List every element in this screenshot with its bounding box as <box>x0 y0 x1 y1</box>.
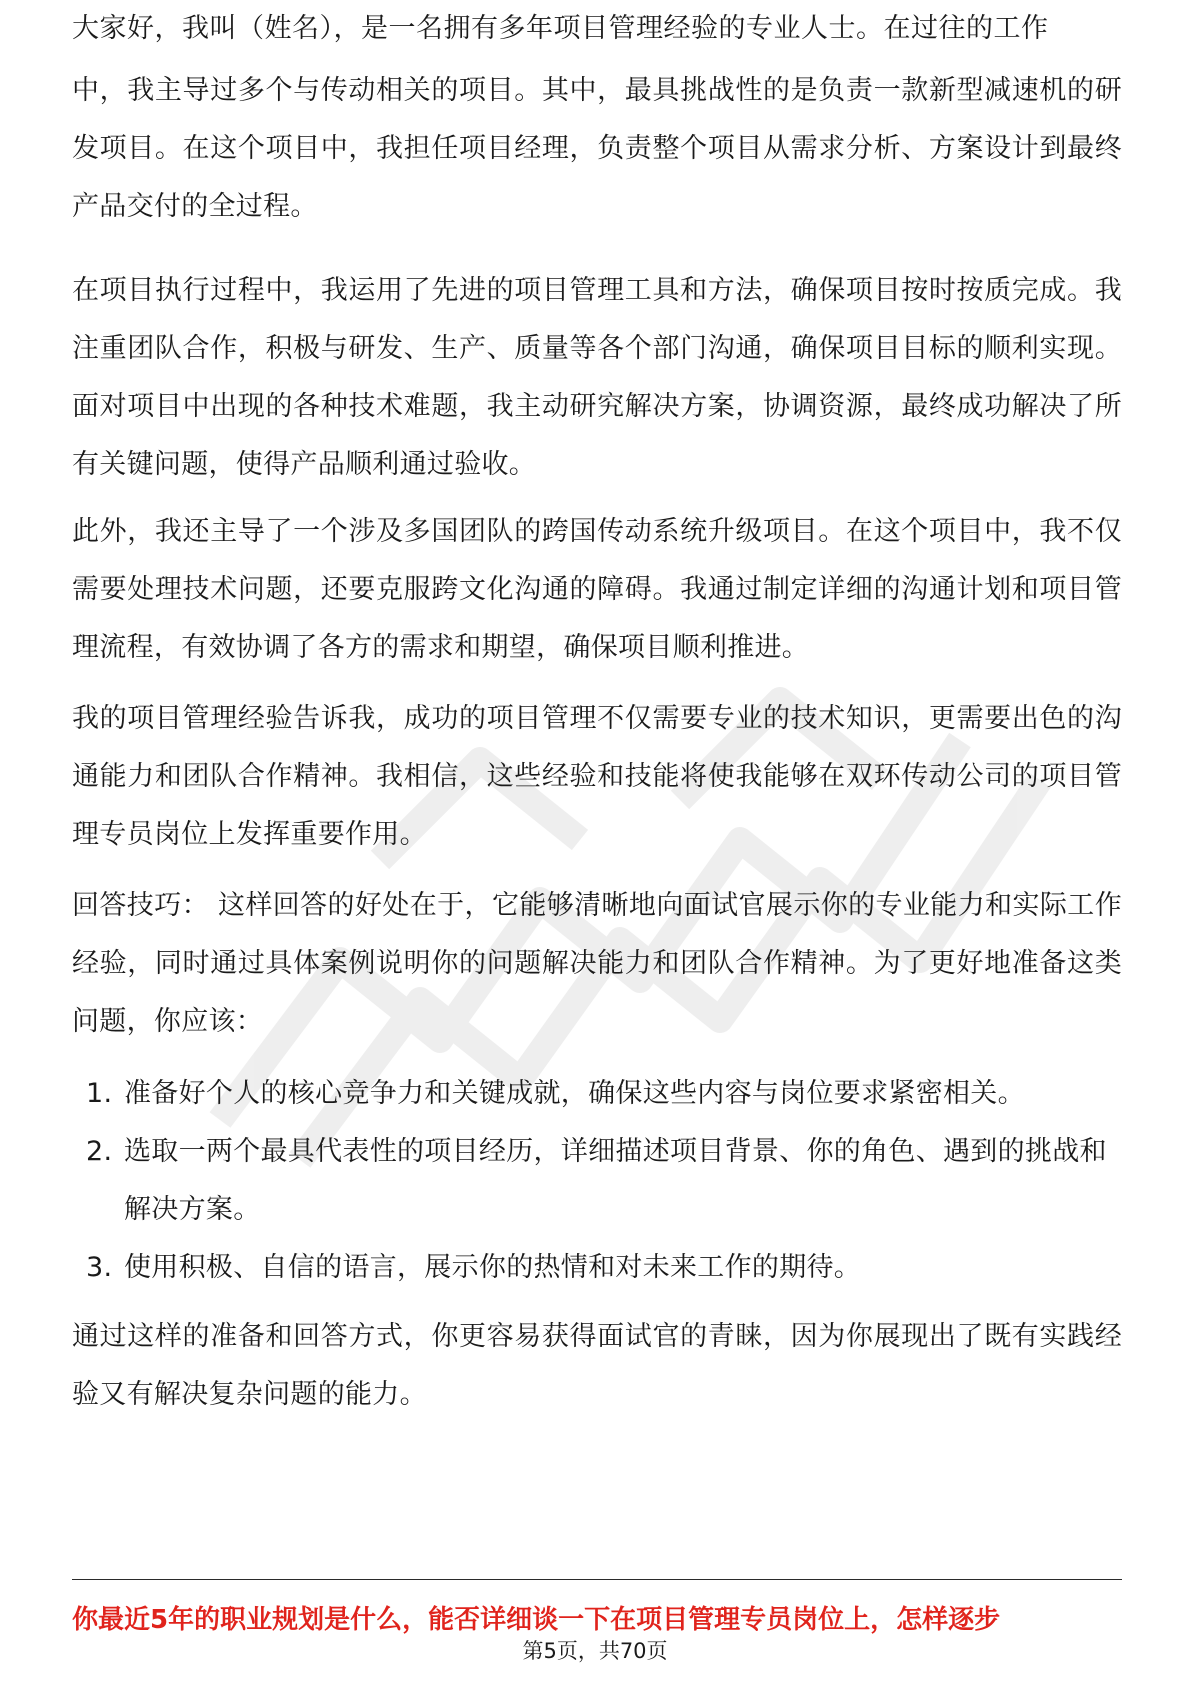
next-question-heading: 你最近5年的职业规划是什么，能否详细谈一下在项目管理专员岗位上，怎样逐步 <box>72 1605 1001 1635</box>
list-number: 2. <box>86 1136 113 1167</box>
page-footer <box>0 1636 1190 1666</box>
page-number-label: 第5页，共70页 <box>522 1639 668 1663</box>
list-item-text: 准备好个人的核心竞争力和关键成就，确保这些内容与岗位要求紧密相关。 <box>124 1078 1025 1109</box>
section-divider <box>72 1579 1122 1580</box>
paragraph-international-project: 此外，我还主导了一个涉及多国团队的跨国传动系统升级项目。在这个项目中，我不仅需要处理技术问题，还要克服跨文化沟通的障碍。我通过制定详细的沟通计划和项目管理流程，有效协调了各方的需求和期望，确保项目顺利推进。 <box>72 516 1122 663</box>
tips-list <box>72 1065 1122 1297</box>
document-page <box>72 0 1122 1684</box>
paragraph-closing: 通过这样的准备和回答方式，你更容易获得面试官的青睐，因为你展现出了既有实践经验又有解决复杂问题的能力。 <box>72 1321 1122 1410</box>
paragraph-project-experience: 中，我主导过多个与传动相关的项目。其中，最具挑战性的是负责一款新型减速机的研发项目。在这个项目中，我担任项目经理，负责整个项目从需求分析、方案设计到最终产品交付的全过程。 <box>72 75 1122 222</box>
cut-off-text-line: 大家好，我叫（姓名），是一名拥有多年项目管理经验的专业人士。在过往的工作 <box>72 13 1049 44</box>
list-item <box>72 1123 1122 1239</box>
paragraph-answer-tips: 回答技巧： 这样回答的好处在于，它能够清晰地向面试官展示你的专业能力和实际工作经验，同时通过具体案例说明你的问题解决能力和团队合作精神。为了更好地准备这类问题，你应该： <box>72 890 1122 1037</box>
list-item-text: 选取一两个最具代表性的项目经历，详细描述项目背景、你的角色、遇到的挑战和解决方案。 <box>124 1136 1107 1225</box>
list-item-text: 使用积极、自信的语言，展示你的热情和对未来工作的期待。 <box>124 1252 862 1283</box>
paragraph-experience-summary: 我的项目管理经验告诉我，成功的项目管理不仅需要专业的技术知识，更需要出色的沟通能力和团队合作精神。我相信，这些经验和技能将使我能够在双环传动公司的项目管理专员岗位上发挥重要作用。 <box>72 703 1122 850</box>
list-item <box>72 1065 1122 1123</box>
list-item <box>72 1239 1122 1297</box>
list-number: 1. <box>86 1078 113 1109</box>
paragraph-project-execution: 在项目执行过程中，我运用了先进的项目管理工具和方法，确保项目按时按质完成。我注重团队合作，积极与研发、生产、质量等各个部门沟通，确保项目目标的顺利实现。面对项目中出现的各种技术难题，我主动研究解决方案，协调资源，最终成功解决了所有关键问题，使得产品顺利通过验收。 <box>72 275 1122 480</box>
list-number: 3. <box>86 1252 113 1283</box>
